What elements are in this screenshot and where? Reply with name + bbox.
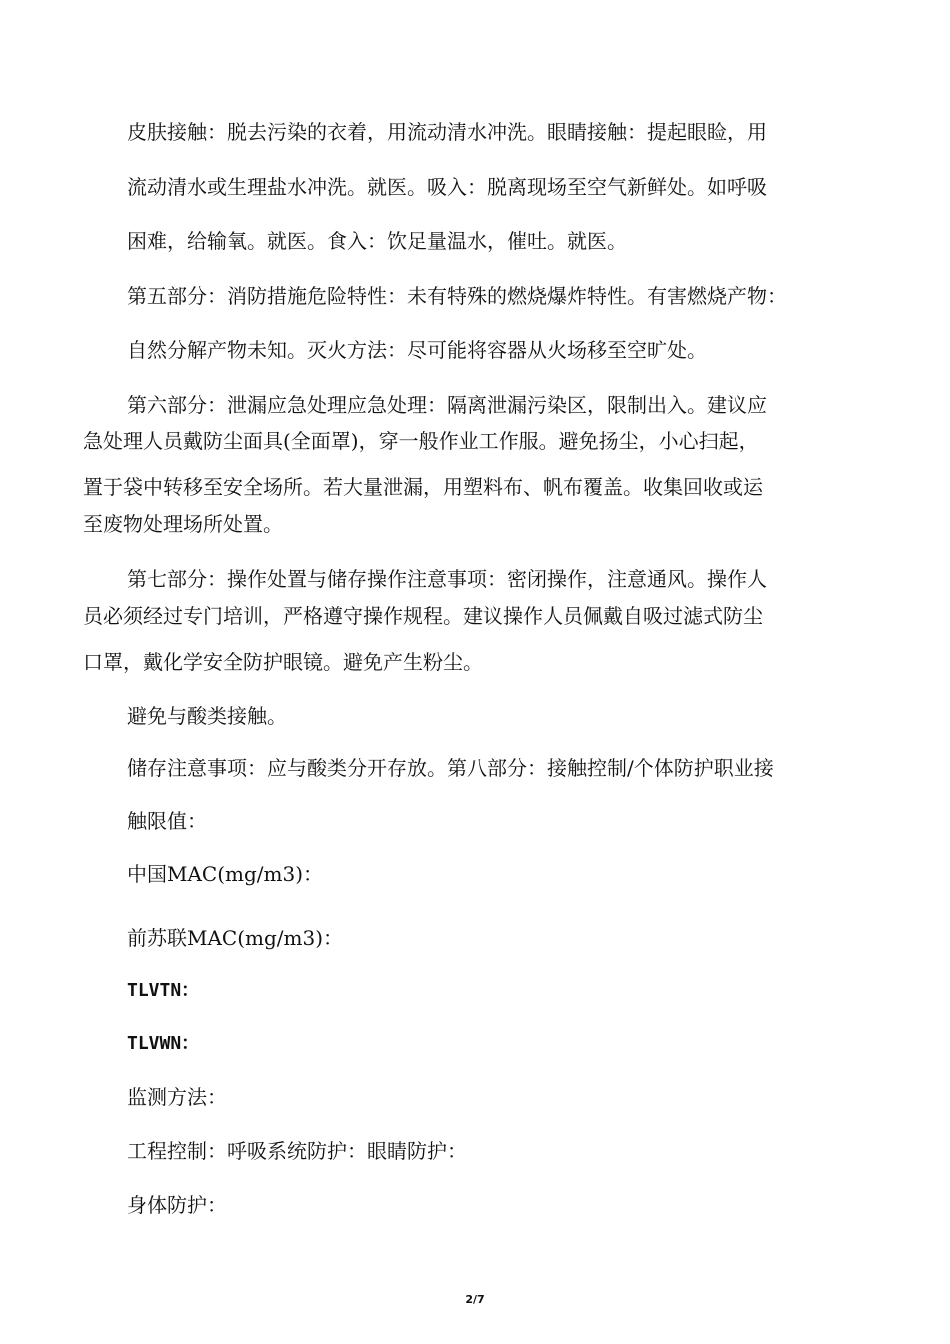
text-line-3: 困难，给输氧。就医。食入：饮足量温水，催吐。就医。 xyxy=(127,229,627,253)
text-line-11: 员必须经过专门培训，严格遵守操作规程。建议操作人员佩戴自吸过滤式防尘 xyxy=(83,604,763,628)
text-line-21: 工程控制：呼吸系统防护：眼睛防护： xyxy=(127,1139,467,1163)
text-line-6: 第六部分：泄漏应急处理应急处理：隔离泄漏污染区，限制出入。建议应 xyxy=(127,393,767,417)
page-number: 2/7 xyxy=(465,1293,485,1306)
text-line-8: 置于袋中转移至安全场所。若大量泄漏，用塑料布、帆布覆盖。收集回收或运 xyxy=(83,475,763,499)
text-line-4: 第五部分：消防措施危险特性：未有特殊的燃烧爆炸特性。有害燃烧产物： xyxy=(127,284,787,308)
text-line-22: 身体防护： xyxy=(127,1193,227,1217)
text-line-16: 中国MAC(mg/m3)： xyxy=(127,862,324,886)
text-line-18: TLVTN： xyxy=(127,980,200,1001)
text-line-17: 前苏联MAC(mg/m3)： xyxy=(127,926,344,950)
text-line-12: 口罩，戴化学安全防护眼镜。避免产生粉尘。 xyxy=(83,650,483,674)
text-line-19: TLVWN： xyxy=(127,1033,200,1054)
text-line-13: 避免与酸类接触。 xyxy=(127,704,287,728)
text-line-9: 至废物处理场所处置。 xyxy=(83,512,283,536)
text-line-2: 流动清水或生理盐水冲洗。就医。吸入：脱离现场至空气新鲜处。如呼吸 xyxy=(127,175,767,199)
text-line-15: 触限值： xyxy=(127,809,207,833)
text-line-7: 急处理人员戴防尘面具(全面罩)，穿一般作业工作服。避免扬尘，小心扫起， xyxy=(83,429,759,453)
text-line-14: 储存注意事项：应与酸类分开存放。第八部分：接触控制/个体防护职业接 xyxy=(127,756,774,780)
text-line-1: 皮肤接触：脱去污染的衣着，用流动清水冲洗。眼睛接触：提起眼睑，用 xyxy=(127,120,767,144)
text-line-20: 监测方法： xyxy=(127,1085,227,1109)
text-line-10: 第七部分：操作处置与储存操作注意事项：密闭操作，注意通风。操作人 xyxy=(127,567,767,591)
text-line-5: 自然分解产物未知。灭火方法：尽可能将容器从火场移至空旷处。 xyxy=(127,338,707,362)
